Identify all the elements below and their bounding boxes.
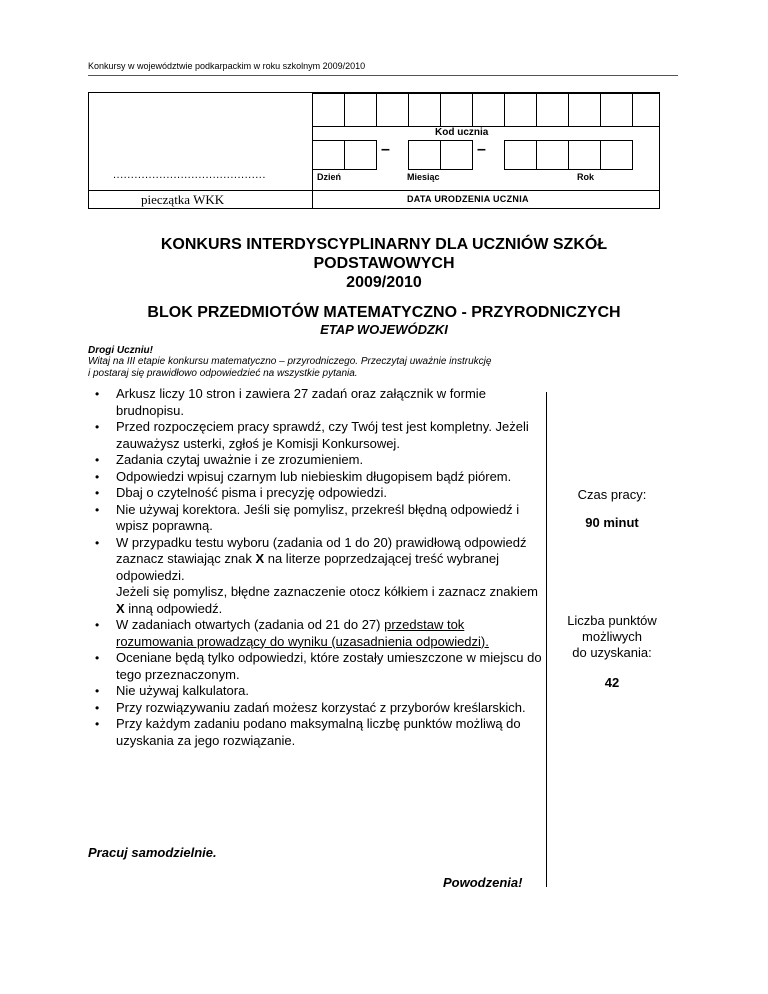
month-cell[interactable] xyxy=(408,140,441,170)
title-line-3: 2009/2010 xyxy=(346,274,422,291)
list-item: • Przy rozwiązywaniu zadań możesz korzystać z przyborów kreślarskich. xyxy=(92,700,542,717)
student-info-box xyxy=(88,92,660,209)
day-cell[interactable] xyxy=(312,140,345,170)
miesiac-label: Miesiąc xyxy=(407,172,440,182)
good-luck-note: Powodzenia! xyxy=(443,875,523,890)
date-separator: – xyxy=(381,141,390,158)
points-value: 42 xyxy=(604,675,620,690)
title-line-2: PODSTAWOWYCH xyxy=(313,255,455,272)
work-alone-note: Pracuj samodzielnie. xyxy=(88,845,217,860)
points-label-line: Liczba punktów xyxy=(567,613,657,628)
time-value: 90 minut xyxy=(585,515,639,530)
birth-date-label: DATA URODZENIA UCZNIA xyxy=(407,194,529,204)
year-cell[interactable] xyxy=(536,140,569,170)
header-rule xyxy=(88,75,678,76)
instructions-list xyxy=(92,386,542,749)
list-item: • Nie używaj korektora. Jeśli się pomylisz, przekreśl błędną odpowiedź i wpisz poprawną. xyxy=(92,502,542,535)
stage-title: ETAP WOJEWÓDZKI xyxy=(320,322,448,337)
time-label: Czas pracy: xyxy=(577,487,647,502)
rule-text: W zadaniach otwartych (zadania od 21 do 27) xyxy=(116,617,385,632)
day-cell[interactable] xyxy=(344,140,377,170)
kod-cell[interactable] xyxy=(536,93,569,127)
box-bottom-line xyxy=(89,190,659,191)
year-cell[interactable] xyxy=(504,140,537,170)
points-label-line: do uzyskania: xyxy=(572,645,652,660)
kod-ucznia-label: Kod ucznia xyxy=(435,127,489,138)
intro-text xyxy=(88,356,688,380)
greeting: Drogi Uczniu! xyxy=(88,345,153,356)
rule-text: na literze poprzedzającej treść wybranej odpowiedzi. xyxy=(116,551,499,583)
list-item: • Oceniane będą tylko odpowiedzi, które zostały umieszczone w miejscu do tego przeznaczonym. xyxy=(92,650,542,683)
competition-title xyxy=(100,235,668,292)
kod-cell[interactable] xyxy=(376,93,409,127)
dzien-label: Dzień xyxy=(317,172,342,182)
list-item: • Nie używaj kalkulatora. xyxy=(92,683,542,700)
side-divider xyxy=(546,392,547,887)
stamp-dots: ........................................... xyxy=(113,169,266,181)
stamp-label: pieczątka WKK xyxy=(141,192,225,207)
kod-cell[interactable] xyxy=(440,93,473,127)
running-header: Konkursy w województwie podkarpackim w roku szkolnym 2009/2010 xyxy=(88,61,366,71)
year-cell[interactable] xyxy=(568,140,601,170)
rok-label: Rok xyxy=(577,172,595,182)
list-item xyxy=(92,617,542,650)
list-item: • Przed rozpoczęciem pracy sprawdź, czy Twój test jest kompletny. Jeżeli zauważysz usterki, zgłoś je Komisji Konkursowej. xyxy=(92,419,542,452)
list-item: • Dbaj o czytelność pisma i precyzję odpowiedzi. xyxy=(92,485,542,502)
intro-line-1: Witaj na III etapie konkursu matematyczno – przyrodniczego. Przeczytaj uważnie instrukcję xyxy=(88,356,492,367)
points-label-line: możliwych xyxy=(582,629,642,644)
month-cell[interactable] xyxy=(440,140,473,170)
kod-cell[interactable] xyxy=(344,93,377,127)
list-item: • Zadania czytaj uważnie i ze zrozumieniem. xyxy=(92,452,542,469)
list-item: • Odpowiedzi wpisuj czarnym lub niebieskim długopisem bądź piórem. xyxy=(92,469,542,486)
rule-text: Jeżeli się pomylisz, błędne zaznaczenie otocz kółkiem i zaznacz znakiem xyxy=(116,584,538,599)
year-cell[interactable] xyxy=(600,140,633,170)
kod-cell[interactable] xyxy=(472,93,505,127)
kod-cell[interactable] xyxy=(568,93,601,127)
rule-underlined: przedstaw tok rozumowania prowadzący do wyniku (uzasadnienia odpowiedzi). xyxy=(116,617,489,649)
points-label xyxy=(552,613,672,661)
kod-cell[interactable] xyxy=(632,93,660,127)
x-mark: X xyxy=(116,600,125,616)
block-title: BLOK PRZEDMIOTÓW MATEMATYCZNO - PRZYRODNICZYCH xyxy=(147,304,621,321)
list-item: • Przy każdym zadaniu podano maksymalną liczbę punktów możliwą do uzyskania za jego rozwiązanie. xyxy=(92,716,542,749)
kod-cell[interactable] xyxy=(408,93,441,127)
x-mark: X xyxy=(255,551,265,566)
kod-cell[interactable] xyxy=(600,93,633,127)
list-item: • Arkusz liczy 10 stron i zawiera 27 zadań oraz załącznik w formie brudnopisu. xyxy=(92,386,542,419)
title-line-1: KONKURS INTERDYSCYPLINARNY DLA UCZNIÓW SZKÓŁ xyxy=(160,236,608,253)
list-item xyxy=(92,535,542,618)
intro-line-2: i postaraj się prawidłowo odpowiedzieć na wszystkie pytania. xyxy=(88,368,358,379)
date-separator: – xyxy=(477,141,486,158)
kod-cell[interactable] xyxy=(312,93,345,127)
rule-text: W przypadku testu wyboru (zadania od 1 do 20) prawidłową odpowiedź zaznacz stawiając znak xyxy=(116,534,527,566)
rule-text: inną odpowiedź. xyxy=(124,600,223,616)
kod-cell[interactable] xyxy=(504,93,537,127)
